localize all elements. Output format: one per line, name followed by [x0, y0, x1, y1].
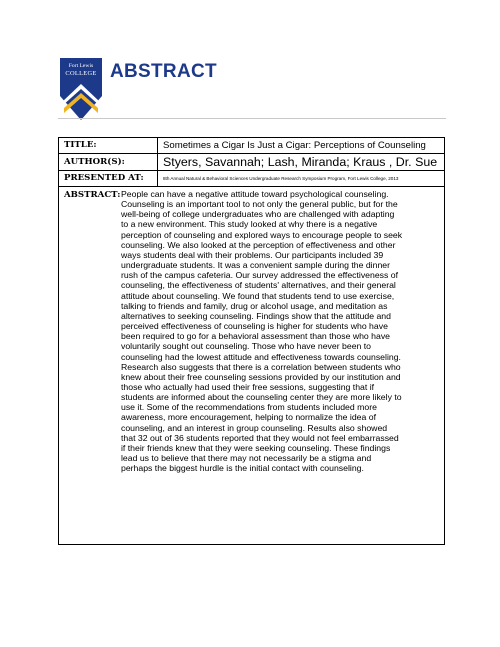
abstract-line: well-being of college undergraduates who are challenged with adapting — [121, 209, 395, 220]
abstract-label: ABSTRACT: — [64, 190, 121, 200]
title-row — [59, 138, 444, 154]
presented-at-label: PRESENTED AT: — [59, 171, 158, 186]
abstract-line: counseling. We also looked at the perception of effectiveness and other — [121, 239, 396, 250]
title-value: Sometimes a Cigar Is Just a Cigar: Perceptions of Counseling — [163, 140, 426, 151]
abstract-line: alternatives to seeking counseling. Findings show that the attitude and — [121, 310, 391, 321]
abstract-line: perhaps the biggest hurdle is the initial contact with counseling. — [121, 463, 364, 474]
abstract-line: rush of the campus cafeteria. Our survey addressed the effectiveness of — [121, 270, 399, 281]
abstract-line: ways students deal with their problems. Our participants included 39 — [121, 249, 384, 260]
abstract-line: lead us to believe that there may not necessarily be a stigma and — [121, 453, 372, 464]
fort-lewis-college-logo — [60, 58, 102, 120]
abstract-line: to a new environment. This study looked at why there is a negative — [121, 219, 378, 230]
authors-row — [59, 154, 444, 171]
abstract-line: use it. Some of the recommendations from students included more — [121, 402, 377, 413]
abstract-line: perceived effectiveness of counseling is higher for students who have — [121, 321, 388, 332]
header-divider — [58, 118, 446, 119]
presented-at-value: 8th Annual Natural & Behavioral Sciences Undergraduate Research Symposium Program, Fort Lewis College, 2013 — [163, 176, 399, 181]
logo-line-1: Fort Lewis — [68, 63, 94, 69]
abstract-line: undergraduate students. It was a convenient sample during the dinner — [121, 260, 391, 271]
logo-line-2: COLLEGE — [65, 70, 97, 77]
presented-at-row — [59, 171, 444, 187]
abstract-line: awareness, more encouragement, helping to normalize the idea of — [121, 412, 376, 423]
abstract-line: counseling, and an interest in group counseling. Results also showed — [121, 422, 388, 433]
abstract-record-box — [58, 137, 445, 545]
abstract-line: students are informed about the counseling center they are more likely to — [121, 392, 402, 403]
abstract-line: voluntarily sought out counseling. Those who have never been to — [121, 341, 372, 352]
abstract-line: counseling, the effectiveness of students' alternatives, and their general — [121, 280, 396, 291]
abstract-line: been required to go for a behavioral assessment than those who have — [121, 331, 391, 342]
abstract-line: talking to friends and family, drug or alcohol usage, and meditation as — [121, 300, 388, 311]
abstract-line: perception of counseling and explored ways to encourage people to seek — [121, 229, 403, 240]
abstract-line: attitude about counseling. We found that students tend to use exercise, — [121, 290, 395, 301]
abstract-line: Research also suggests that there is a correlation between students who — [121, 361, 401, 372]
page-heading: ABSTRACT — [110, 61, 217, 82]
logo-text — [60, 62, 102, 78]
abstract-line: that 32 out of 36 students reported that they would not feel embarrassed — [121, 432, 399, 443]
abstract-line: People can have a negative attitude toward psychological counseling. — [121, 189, 389, 199]
abstract-text — [121, 189, 443, 473]
abstract-line: Counseling is an important tool to not only the general public, but for the — [121, 199, 398, 210]
title-label: TITLE: — [59, 138, 158, 153]
abstract-line: counseling had the lowest attitude and effectiveness towards counseling. — [121, 351, 401, 362]
authors-label: AUTHOR(S): — [59, 154, 158, 170]
abstract-line: if their friends knew that they were seeking counseling. These findings — [121, 442, 391, 453]
abstract-line: knew about their free counseling sessions provided by our institution and — [121, 371, 401, 382]
abstract-line: those who actually had used their free sessions, suggesting that if — [121, 381, 375, 392]
authors-value: Styers, Savannah; Lash, Miranda; Kraus , Dr. Sue — [163, 155, 438, 169]
